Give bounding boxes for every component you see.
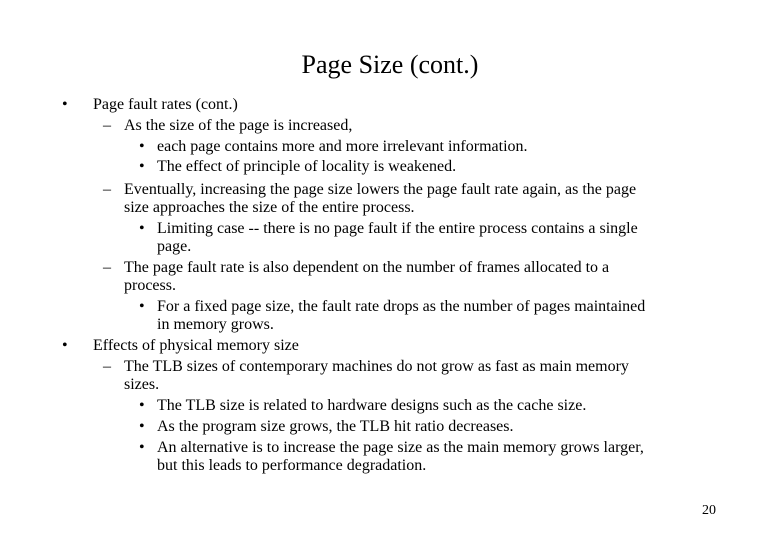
bullet-marker: • <box>139 397 145 414</box>
sub-sub-bullet-alternative-line1: An alternative is to increase the page size as the main memory grows larger, <box>157 439 644 456</box>
bullet-marker: • <box>62 96 68 113</box>
dash-marker: – <box>103 117 111 134</box>
sub-bullet-dependent-frames-line2: process. <box>124 277 176 294</box>
sub-sub-bullet-irrelevant-information: each page contains more and more irrelevant information. <box>157 138 528 155</box>
bullet-marker: • <box>139 298 145 315</box>
bullet-marker: • <box>139 158 145 175</box>
dash-marker: – <box>103 358 111 375</box>
bullet-marker: • <box>139 138 145 155</box>
sub-sub-bullet-limiting-case-line1: Limiting case -- there is no page fault if the entire process contains a single <box>157 220 638 237</box>
bullet-marker: • <box>139 439 145 456</box>
sub-sub-bullet-tlb-hardware: The TLB size is related to hardware designs such as the cache size. <box>157 397 587 414</box>
sub-sub-bullet-locality-weakened: The effect of principle of locality is weakened. <box>157 158 457 175</box>
dash-marker: – <box>103 259 111 276</box>
sub-sub-bullet-tlb-hit-ratio: As the program size grows, the TLB hit ratio decreases. <box>157 418 514 435</box>
bullet-marker: • <box>139 220 145 237</box>
sub-bullet-tlb-sizes-line2: sizes. <box>124 376 160 393</box>
bullet-marker: • <box>139 418 145 435</box>
page-number: 20 <box>702 503 716 518</box>
dash-marker: – <box>103 181 111 198</box>
sub-bullet-eventually-line1: Eventually, increasing the page size lowers the page fault rate again, as the page <box>124 181 637 198</box>
bullet-page-fault-rates: Page fault rates (cont.) <box>93 96 238 113</box>
sub-bullet-page-size-increased: As the size of the page is increased, <box>124 117 353 134</box>
sub-bullet-eventually-line2: size approaches the size of the entire process. <box>124 199 415 216</box>
bullet-physical-memory-size: Effects of physical memory size <box>93 337 299 354</box>
sub-bullet-tlb-sizes-line1: The TLB sizes of contemporary machines do not grow as fast as main memory <box>124 358 629 375</box>
sub-sub-bullet-alternative-line2: but this leads to performance degradation. <box>157 457 427 474</box>
sub-bullet-dependent-frames-line1: The page fault rate is also dependent on the number of frames allocated to a <box>124 259 610 276</box>
slide-title: Page Size (cont.) <box>301 50 479 79</box>
bullet-marker: • <box>62 337 68 354</box>
sub-sub-bullet-limiting-case-line2: page. <box>157 238 192 255</box>
sub-sub-bullet-fixed-page-size-line2: in memory grows. <box>157 316 274 333</box>
sub-sub-bullet-fixed-page-size-line1: For a fixed page size, the fault rate drops as the number of pages maintained <box>157 298 646 315</box>
